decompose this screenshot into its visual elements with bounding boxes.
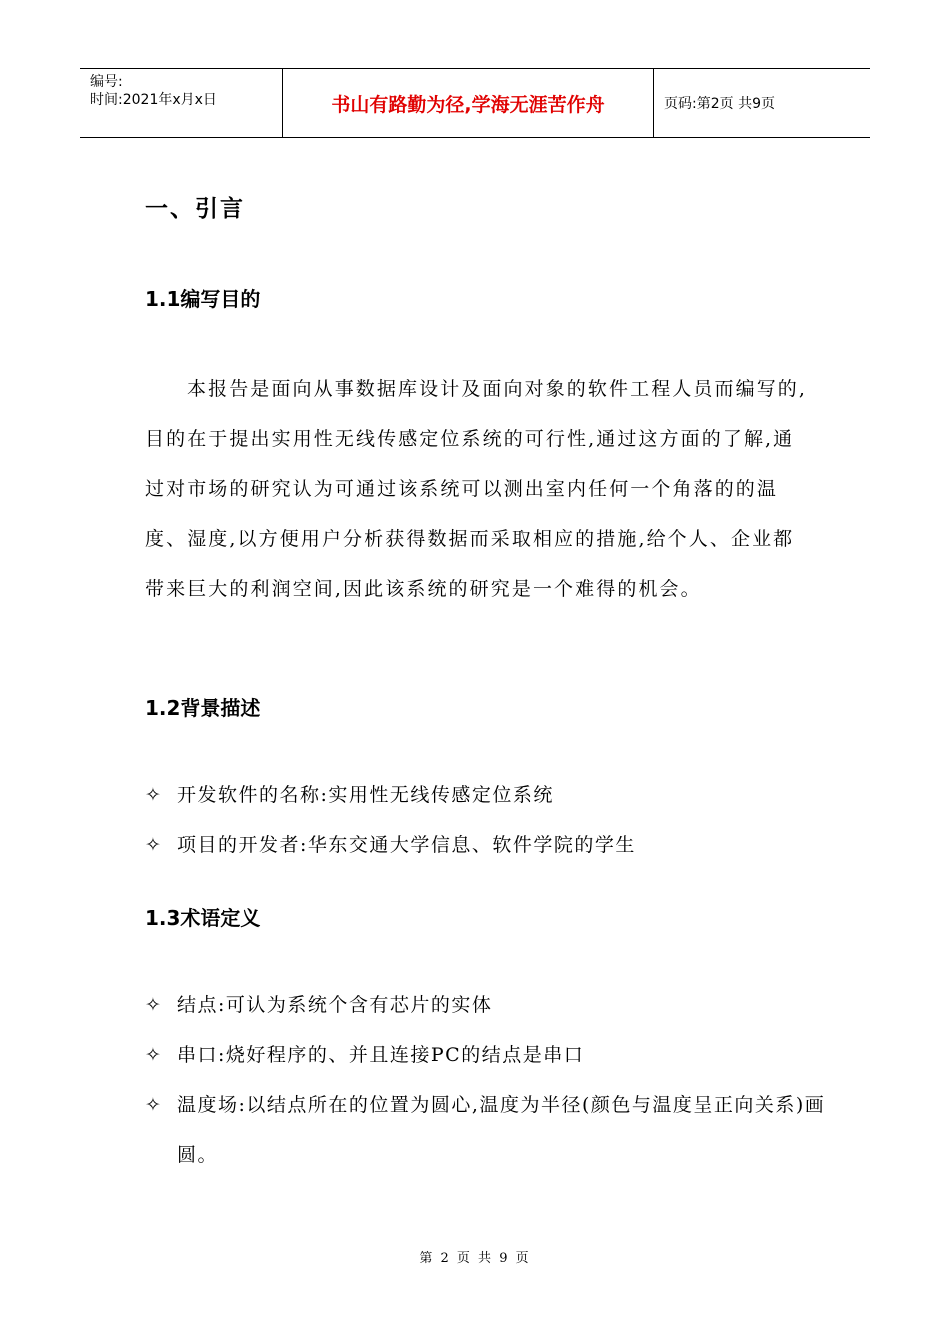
list-item-text: 结点:可认为系统个含有芯片的实体 bbox=[177, 994, 493, 1016]
motto-text: 书山有路勤为径,学海无涯苦作舟 bbox=[331, 93, 605, 116]
list-item bbox=[145, 820, 636, 870]
diamond-bullet-icon: ✧ bbox=[145, 834, 163, 856]
list-item bbox=[145, 1080, 845, 1180]
header-table bbox=[80, 68, 870, 138]
motto-cell bbox=[283, 69, 654, 137]
list-item bbox=[145, 1030, 584, 1080]
list-item-text: 开发软件的名称:实用性无线传感定位系统 bbox=[177, 784, 554, 806]
page-footer: 第 2 页 共 9 页 bbox=[419, 1251, 531, 1266]
number-label: 编号: bbox=[90, 74, 123, 90]
heading-purpose: 1.1编写目的 bbox=[145, 287, 261, 311]
header-meta-cell bbox=[80, 69, 283, 137]
list-item bbox=[145, 770, 554, 820]
page-info-cell bbox=[664, 69, 775, 137]
list-item-text: 串口:烧好程序的、并且连接PC的结点是串口 bbox=[177, 1044, 585, 1066]
list-item-text: 项目的开发者:华东交通大学信息、软件学院的学生 bbox=[177, 834, 636, 856]
heading-terms: 1.3术语定义 bbox=[145, 906, 261, 930]
diamond-bullet-icon: ✧ bbox=[145, 994, 163, 1016]
list-item-text: 温度场:以结点所在的位置为圆心,温度为半径(颜色与温度呈正向关系)画圆。 bbox=[177, 1094, 826, 1166]
page-info-text: 页码:第2页 共9页 bbox=[664, 96, 775, 112]
date-label: 时间:2021年x月x日 bbox=[90, 92, 217, 108]
section-title: 一、引言 bbox=[145, 196, 245, 222]
diamond-bullet-icon: ✧ bbox=[145, 784, 163, 806]
purpose-paragraph: 本报告是面向从事数据库设计及面向对象的软件工程人员而编写的,目的在于提出实用性无线传感定位系统的可行性,通过这方面的了解,通过对市场的研究认为可通过该系统可以测出室内任何一个角落的的温度、湿度,以方便用户分析获得数据而采取相应的措施,给个人、企业都带来巨大的利润空间,因此该系统的研究是一个难得的机会。 bbox=[145, 378, 808, 600]
heading-background: 1.2背景描述 bbox=[145, 696, 261, 720]
list-item bbox=[145, 980, 492, 1030]
diamond-bullet-icon: ✧ bbox=[145, 1094, 163, 1116]
diamond-bullet-icon: ✧ bbox=[145, 1044, 163, 1066]
